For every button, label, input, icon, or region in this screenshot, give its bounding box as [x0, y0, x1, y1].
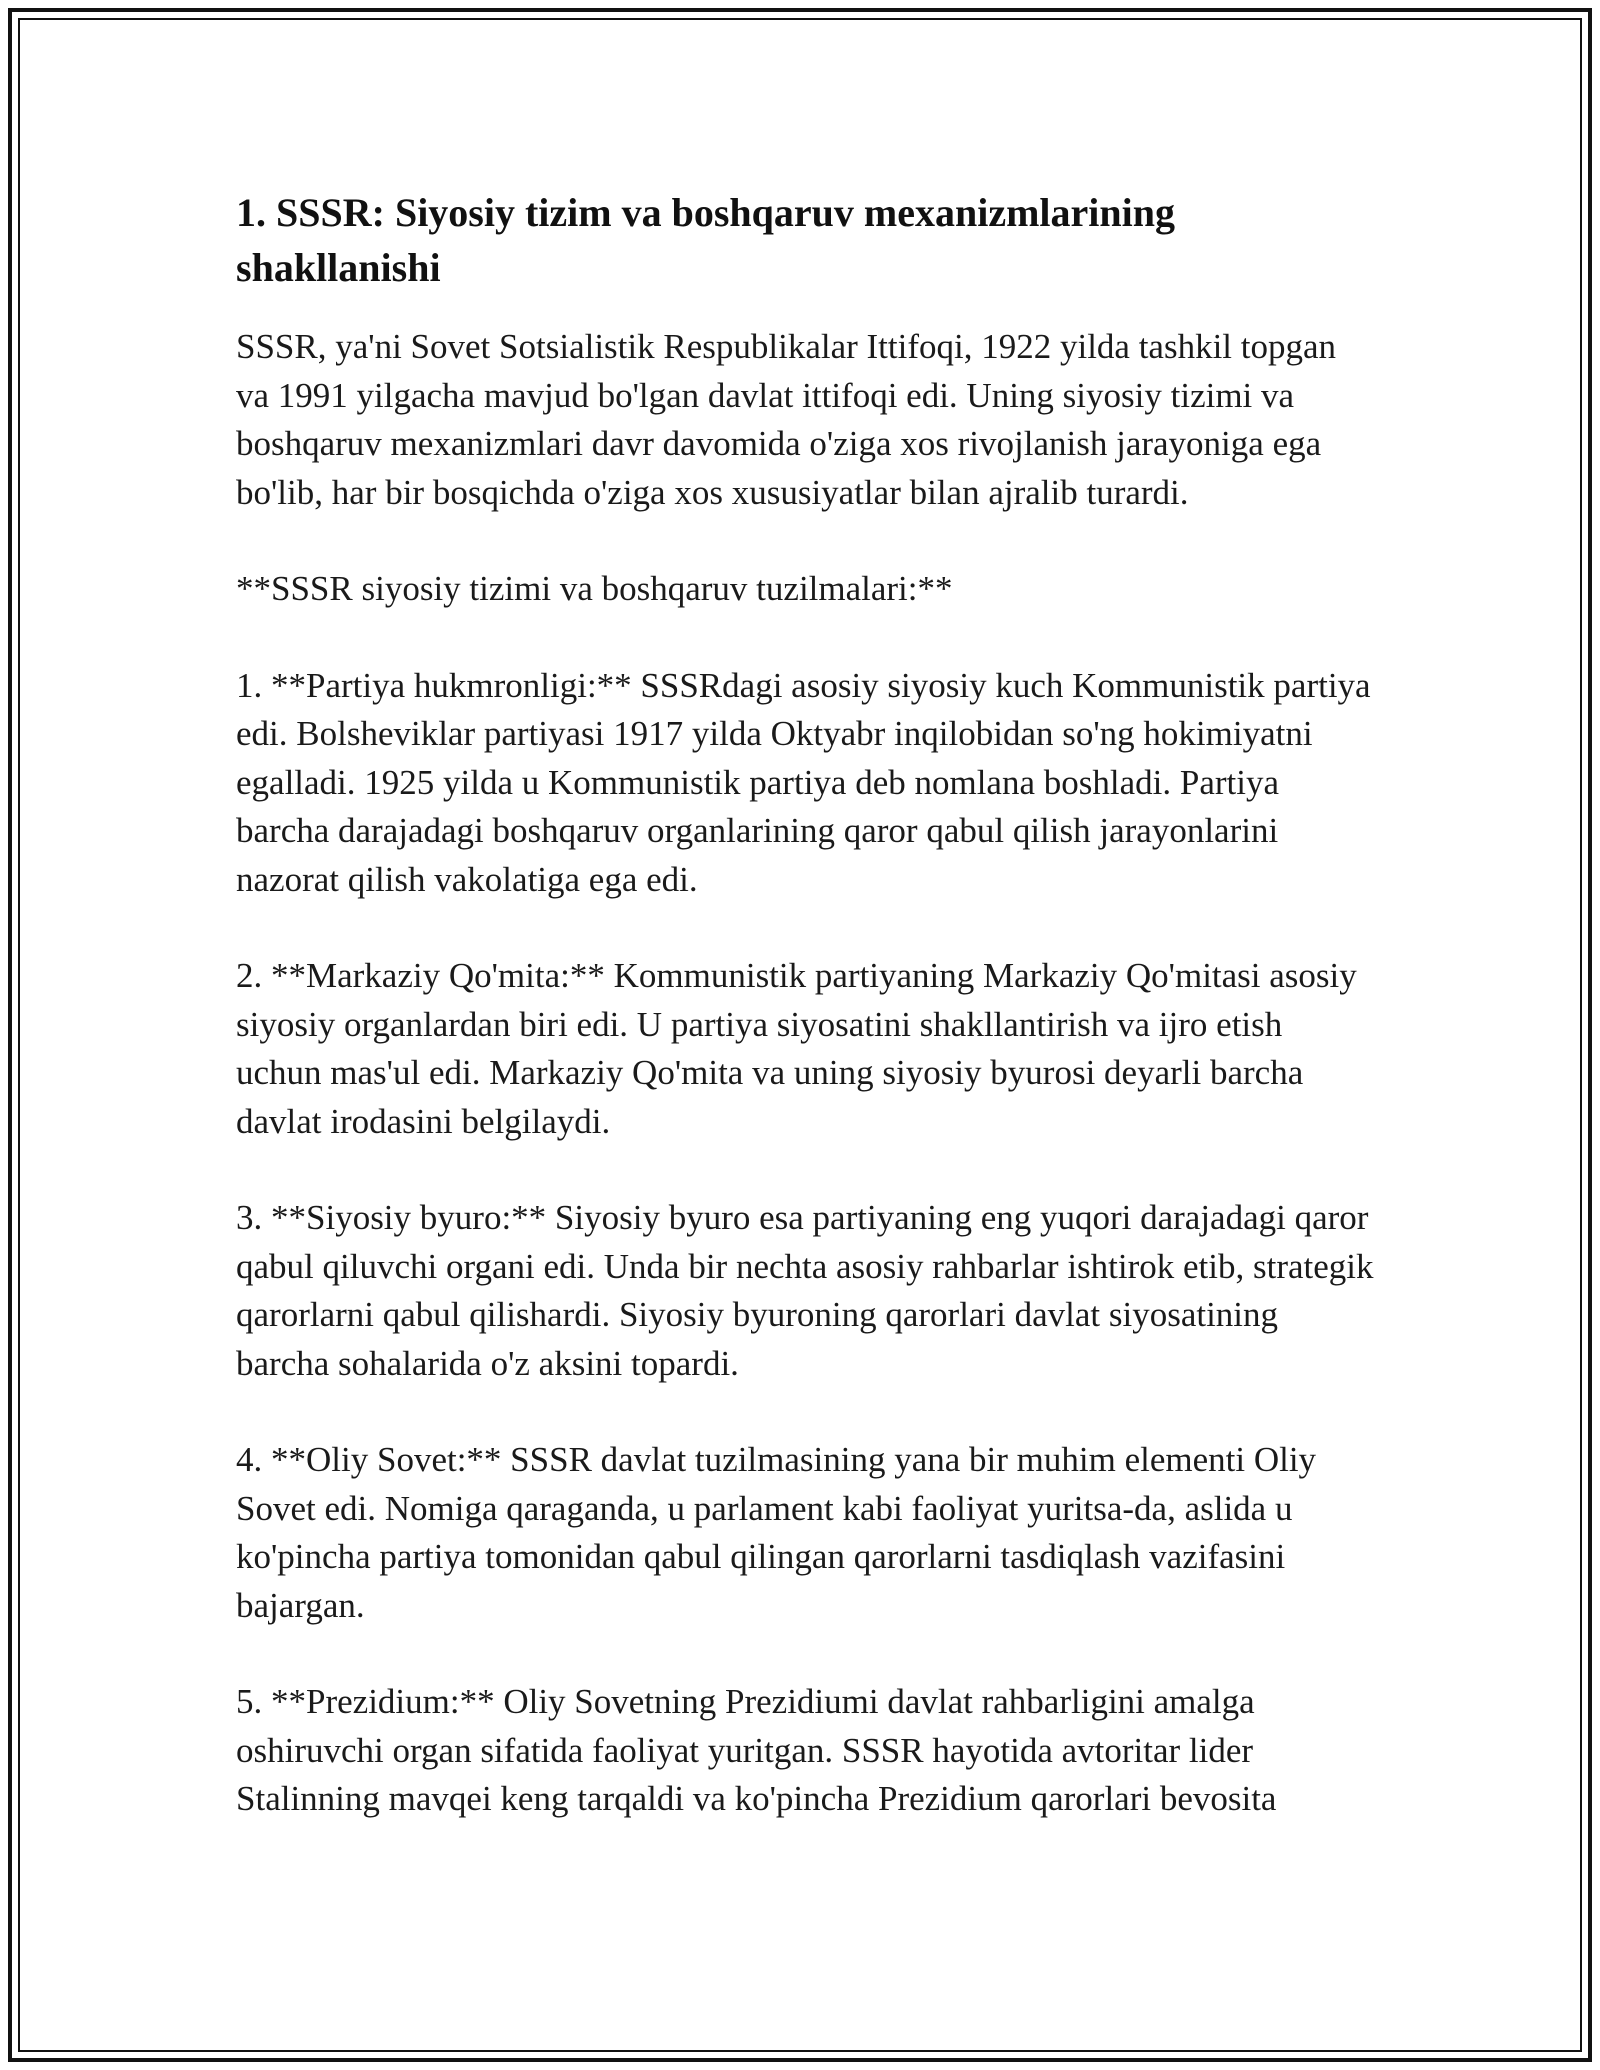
intro-paragraph: SSSR, ya'ni Sovet Sotsialistik Respublikalar Ittifoqi, 1922 yilda tashkil topgan va 1991 yilgacha mavjud bo'lgan davlat ittifoqi edi. Uning siyosiy tizimi va boshqaruv mexanizmlari davr davomida o'ziga xos rivojlanish jarayoniga ega bo'lib, har bir bosqichda o'ziga xos xususiyatlar bilan ajralib turardi.	[236, 327, 1337, 512]
list-item-party-rule: 1. **Partiya hukmronligi:** SSSRdagi asosiy siyosiy kuch Kommunistik partiya edi. Bolsheviklar partiyasi 1917 yilda Oktyabr inqilobidan so'ng hokimiyatni egalladi. 1925 yilda u Kommunistik partiya deb nomlana boshladi. Partiya barcha darajadagi boshqaruv organlarining qaror qabul qilish jarayonlarini nazorat qilish vakolatiga ega edi.	[236, 665, 1371, 899]
list-item-central-committee: 2. **Markaziy Qo'mita:** Kommunistik partiyaning Markaziy Qo'mitasi asosiy siyosiy organlardan biri edi. U partiya siyosatini shakllantirish va ijro etish uchun mas'ul edi. Markaziy Qo'mita va uning siyosiy byurosi deyarli barcha davlat irodasini belgilaydi.	[236, 956, 1357, 1141]
subheading-paragraph: **SSSR siyosiy tizimi va boshqaruv tuzilmalari:**	[236, 569, 953, 608]
list-item-presidium: 5. **Prezidium:** Oliy Sovetning Prezidiumi davlat rahbarligini amalga oshiruvchi organ sifatida faoliyat yuritgan. SSSR hayotida avtoritar lider Stalinning mavqei keng tarqaldi va ko'pincha Prezidium qarorlari bevosita	[236, 1682, 1277, 1818]
list-item-politburo: 3. **Siyosiy byuro:** Siyosiy byuro esa partiyaning eng yuqori darajadagi qaror qabul qiluvchi organi edi. Unda bir nechta asosiy rahbarlar ishtirok etib, strategik qarorlarni qabul qilishardi. Siyosiy byuroning qarorlari davlat siyosatining barcha sohalarida o'z aksini topardi.	[236, 1198, 1374, 1383]
list-item-supreme-soviet: 4. **Oliy Sovet:** SSSR davlat tuzilmasining yana bir muhim elementi Oliy Sovet edi. Nomiga qaraganda, u parlament kabi faoliyat yuritsa-da, aslida u ko'pincha partiya tomonidan qabul qilingan qarorlarni tasdiqlash vazifasini bajargan.	[236, 1440, 1317, 1625]
section-heading: 1. SSSR: Siyosiy tizim va boshqaruv mexanizmlarining shakllanishi	[236, 190, 1176, 290]
document-body	[236, 185, 1376, 1872]
